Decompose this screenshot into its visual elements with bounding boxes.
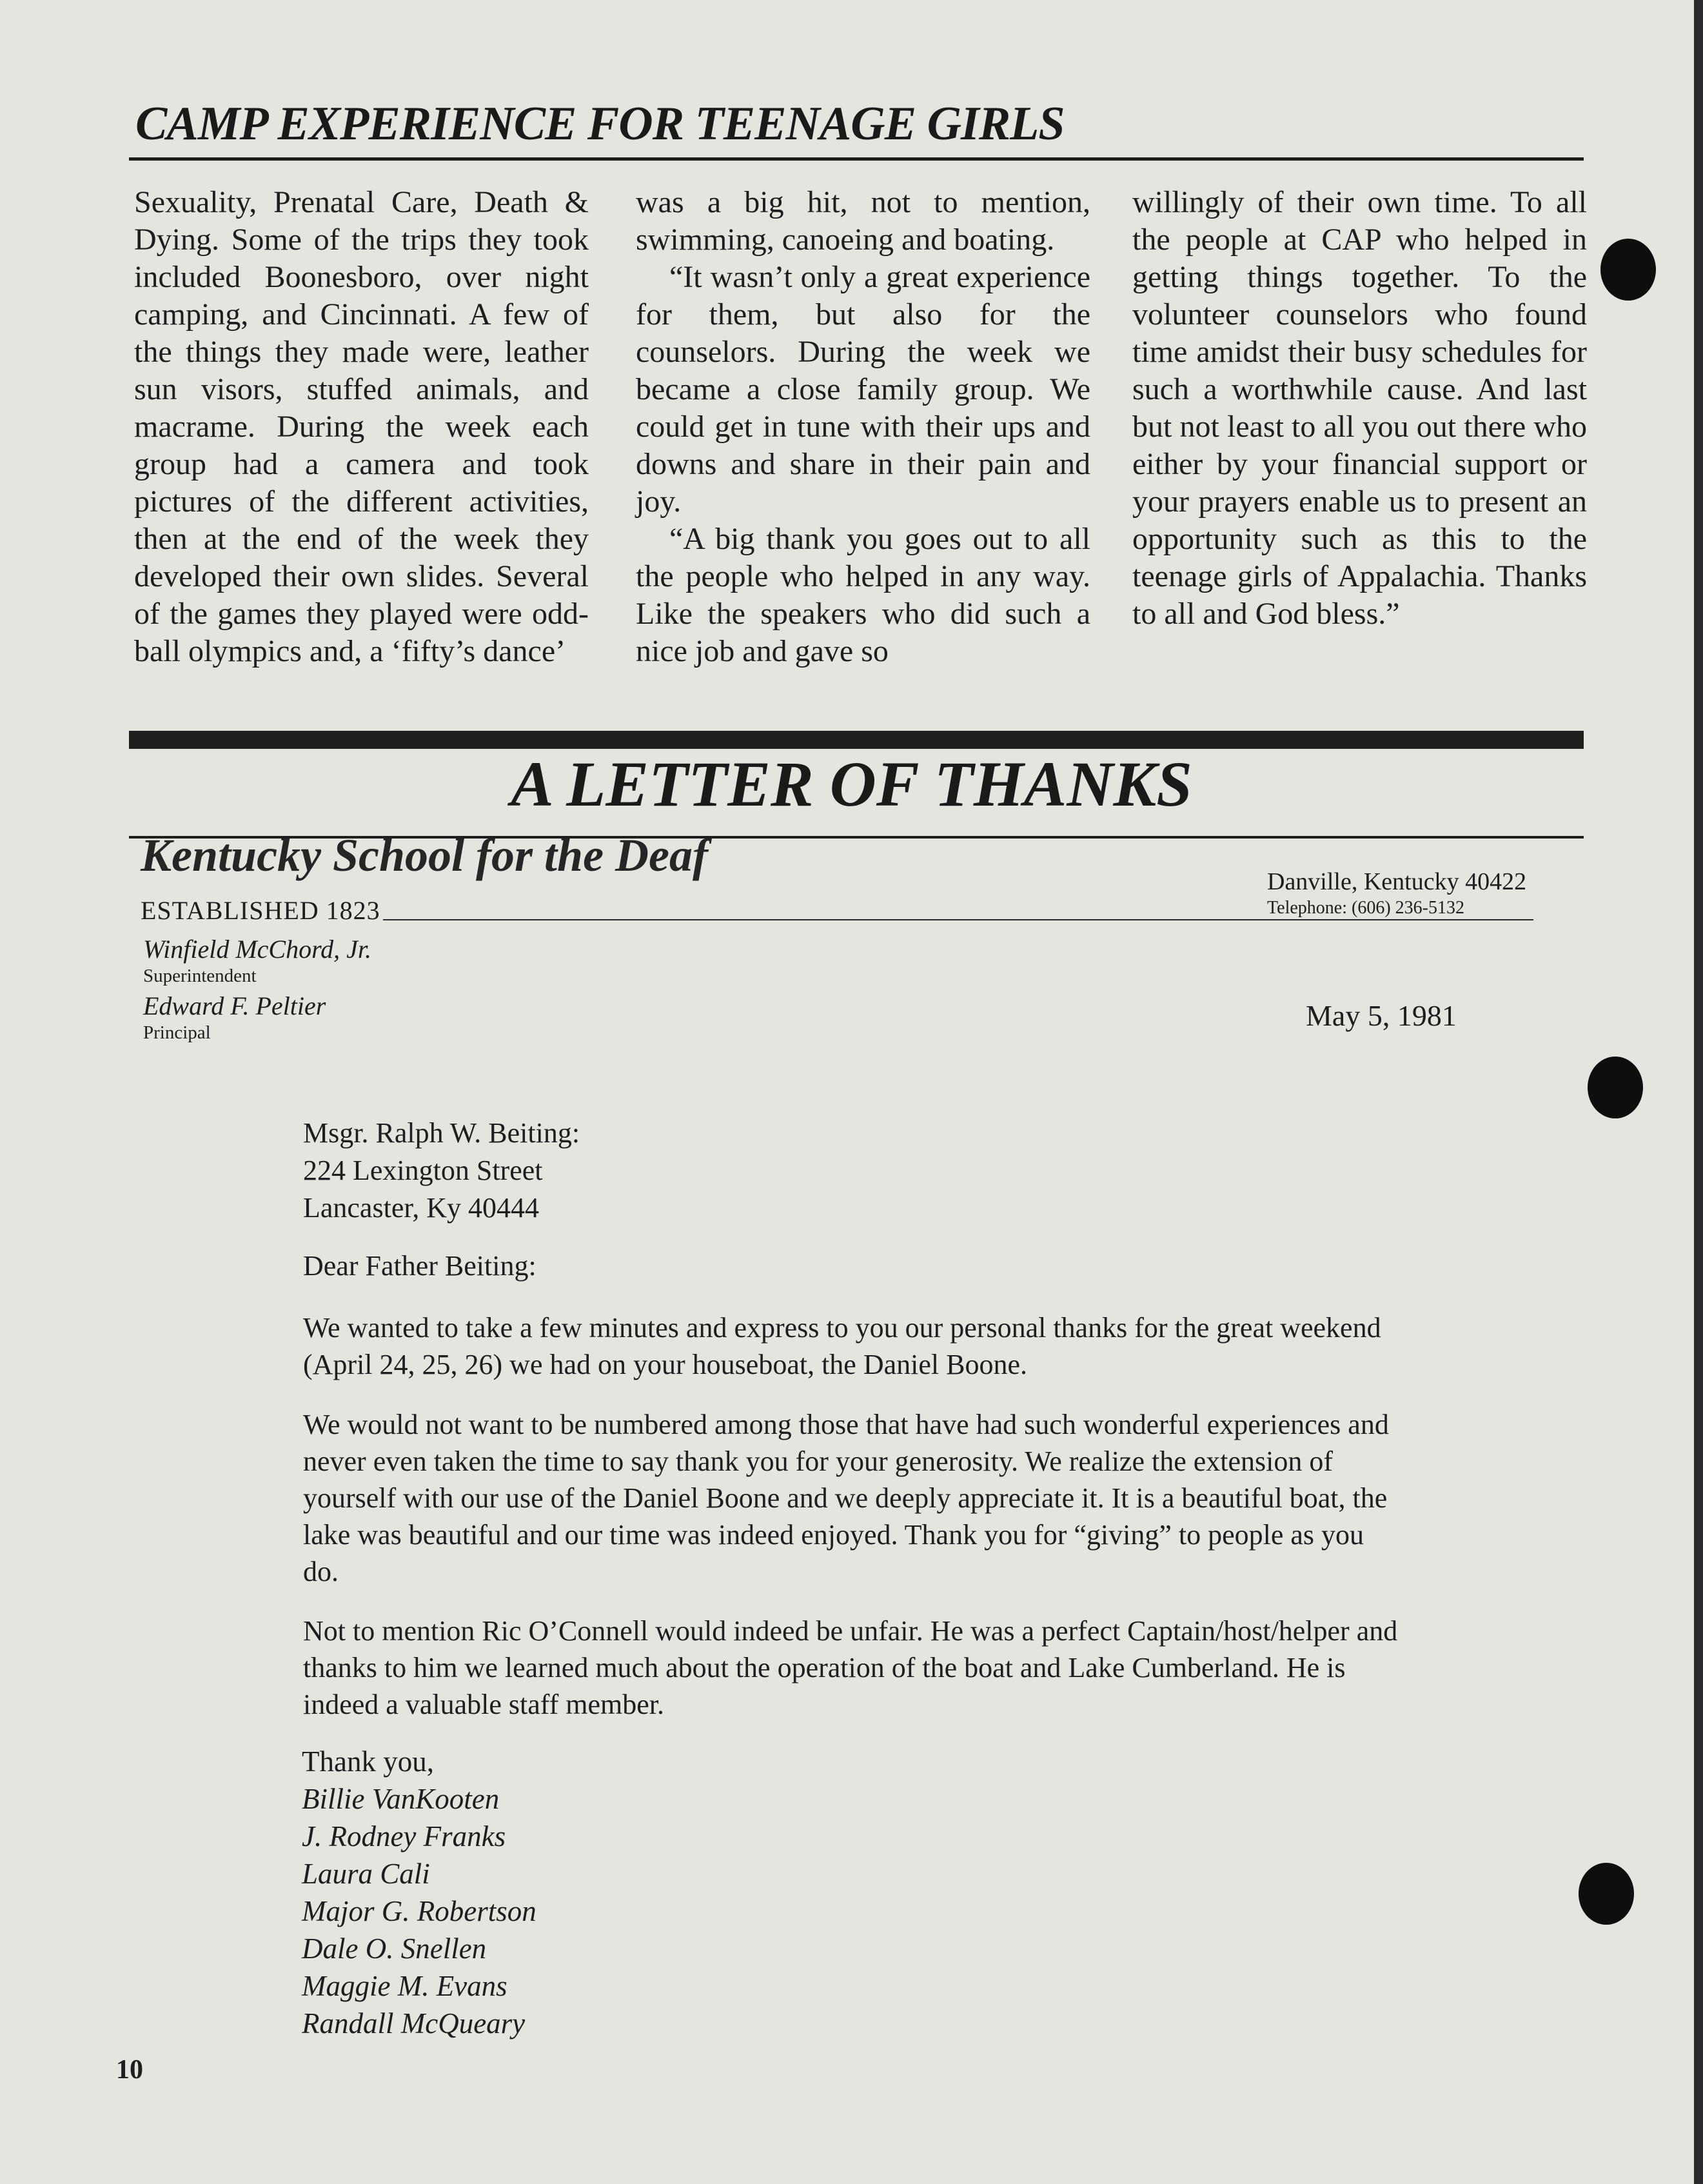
salutation: Dear Father Beiting: — [303, 1250, 536, 1282]
signer: Major G. Robertson — [302, 1895, 536, 1927]
superintendent-name: Winfield McChord, Jr. — [143, 935, 372, 964]
letterhead-line — [383, 919, 1533, 920]
column-2-paragraph-2: “It wasn’t only a great experience for them, but also for the counselors. During the week we became a close family group. We could get in tune with their ups and downs and share in their pain and joy. — [636, 260, 1090, 519]
binder-hole-middle — [1588, 1057, 1643, 1118]
letter-paragraph-1: We wanted to take a few minutes and express to you our personal thanks for the great weekend (April 24, 25, 26) we had on your houseboat, the Daniel Boone. — [303, 1312, 1381, 1380]
school-telephone: Telephone: (606) 236-5132 — [1267, 898, 1464, 918]
column-1-paragraph: Sexuality, Prenatal Care, Death & Dying. Some of the trips they took included Boonesboro, over night camping, and Cincinnati. A few of the things they made were, leather sun visors, stuffed animals, and macrame. During the week each group had a camera and took pictures of the different activities, then at the end of the week they developed their own slides. Several of the games they played were odd-ball olympics and, a ‘fifty’s dance’ — [134, 185, 589, 668]
letter-paragraph-2: We would not want to be numbered among those that have had such wonderful experiences and never even taken the time to say thank you for your generosity. We realize the extension of yourself with our use of the Daniel Boone and we deeply appreciate it. It is a beautiful boat, the lake was beautiful and our time was indeed enjoyed. Thank you for “giving” to people as you do. — [303, 1409, 1389, 1587]
superintendent-title: Superintendent — [143, 966, 257, 986]
signature-block — [302, 1743, 536, 2042]
column-2-paragraph-3: “A big thank you goes out to all the people who helped in any way. Like the speakers who did such a nice job and gave so — [636, 522, 1090, 668]
page-number: 10 — [116, 2055, 143, 2085]
recipient-city: Lancaster, Ky 40444 — [303, 1192, 540, 1224]
column-3-paragraph: willingly of their own time. To all the people at CAP who helped in getting things together. To the volunteer counselors who found time amidst their busy schedules for such a worthwhile cause. And last but not least to all you out there who either by your financial support or your prayers enable us to present an opportunity such as this to the teenage girls of Appalachia. Thanks to all and God bless.” — [1132, 185, 1587, 631]
column-2-paragraph-1: was a big hit, not to mention, swimming, canoeing and boating. — [636, 185, 1090, 257]
letter-paragraph-3: Not to mention Ric O’Connell would indeed be unfair. He was a perfect Captain/host/helper and thanks to him we learned much about the operation of the boat and Lake Cumberland. He is indeed a valuable staff member. — [303, 1615, 1398, 1720]
recipient-street: 224 Lexington Street — [303, 1155, 543, 1186]
signer: Dale O. Snellen — [302, 1932, 487, 1965]
signer: Billie VanKooten — [302, 1783, 500, 1815]
signer: Randall McQueary — [302, 2007, 526, 2040]
article-title: CAMP EXPERIENCE FOR TEENAGE GIRLS — [135, 97, 1065, 150]
principal-title: Principal — [143, 1022, 211, 1043]
article-column-3 — [1132, 184, 1587, 633]
school-address: Danville, Kentucky 40422 — [1267, 868, 1527, 895]
letter-date: May 5, 1981 — [1306, 999, 1457, 1032]
principal-name: Edward F. Peltier — [143, 991, 326, 1020]
article-column-2 — [636, 184, 1090, 670]
page-edge — [1694, 0, 1703, 2184]
title-underline — [129, 157, 1584, 161]
recipient-address — [303, 1115, 580, 1227]
section-divider-bar — [129, 731, 1584, 749]
binder-hole-top — [1600, 239, 1656, 301]
closing: Thank you, — [302, 1745, 434, 1778]
article-column-1 — [134, 184, 589, 670]
signer: J. Rodney Franks — [302, 1820, 506, 1852]
binder-hole-bottom — [1579, 1863, 1634, 1925]
letter-heading: A LETTER OF THANKS — [511, 748, 1192, 820]
signer: Laura Cali — [302, 1858, 430, 1890]
established-text: ESTABLISHED 1823 — [141, 896, 380, 925]
recipient-name: Msgr. Ralph W. Beiting: — [303, 1117, 580, 1149]
school-name: Kentucky School for the Deaf — [141, 829, 708, 881]
established-line — [141, 895, 1533, 926]
signer: Maggie M. Evans — [302, 1970, 507, 2002]
